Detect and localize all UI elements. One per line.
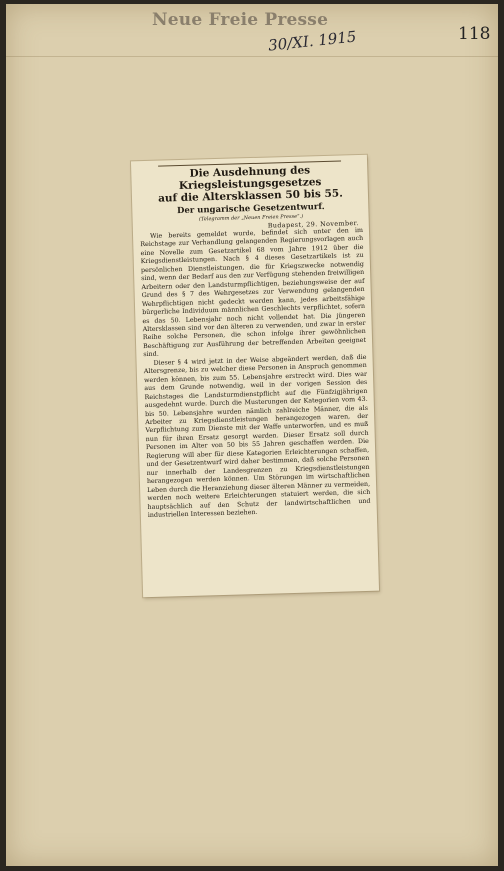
newspaper-masthead: Neue Freie Presse xyxy=(152,10,329,30)
newspaper-clipping xyxy=(131,155,379,597)
article-source: (Telegramm der „Neuen Freien Presse“.) xyxy=(198,213,304,223)
page-number: 118 xyxy=(458,24,491,44)
archive-page xyxy=(6,4,498,866)
paper-fold-line xyxy=(6,56,498,57)
article-dateline: Budapest, 29. November. xyxy=(267,219,359,230)
headline-line-1: Die Ausdehnung des Kriegsleistungsgesetzes xyxy=(178,164,322,193)
article-paragraph-1: Wie bereits gemeldet wurde, befindet sich unter den im Reichstage zur Verhandlung gelangenden Regierungsvorlagen auch eine Novelle zum Gesetzartikel 68 vom Jahre 1912 über die Kriegsdienstleistungen. Nach § 4 dieses Gesetzartikels ist zu persönlichen Dienstleistungen, die für Kriegszwecke notwendig sind, wenn der Bedarf aus den zur Verfügung stehenden freiwilligen Arbeitern oder den Landsturmpflichtigen, beziehungsweise der auf Grund des § 7 des Wehrgesetzes zur Verwendung gelangenden Wehrpflichtigen nicht gedeckt werden kann, jedes arbeitsfähige bürgerliche Individuum männlichen Geschlechts verpflichtet, sofern es das 50. Lebensjahr noch nicht vollendet hat. Die jüngeren Altersklassen sind vor den älteren zu verwenden, und zwar in erster Reihe solche Personen, die schon infolge ihrer gewöhnlichen Beschäftigung zur Ausführung der betreffenden Arbeiten geeignet sind. xyxy=(140,226,367,359)
handwritten-date: 30/XI. 1915 xyxy=(267,27,358,55)
article-subheadline: Der ungarische Gesetzentwurf. xyxy=(176,201,325,217)
article-headline xyxy=(138,163,362,205)
headline-line-2: auf die Altersklassen 50 bis 55. xyxy=(157,187,343,205)
article-paragraph-2: Dieser § 4 wird jetzt in der Weise abgeändert werden, daß die Altersgrenze, bis zu welcher diese Personen in Anspruch genommen werden können, bis zum 55. Lebensjahre erstreckt wird. Dies war aus dem Grunde notwendig, weil in der vorigen Session des Reichstages die Landsturmdienstpflicht auf die Fünfzigjährigen ausgedehnt wurde. Durch die Musterungen der Kategorien vom 43. bis 50. Lebensjahre wurden nämlich zahlreiche Männer, die als Arbeiter zu Kriegsdienstleistungen herangezogen waren, der Verpflichtung zum Dienste mit der Waffe unterworfen, und es muß nun für ihren Ersatz gesorgt werden. Dieser Ersatz soll durch Personen im Alter von 50 bis 55 Jahren geschaffen werden. Die Regierung will aber für diese Kategorien Erleichterungen schaffen, und der Gesetzentwurf wird daher bestimmen, daß solche Personen nur innerhalb der Landesgrenzen zu Kriegsdienstleistungen herangezogen werden können. Um Störungen im wirtschaftlichen Leben durch die Heranziehung dieser älteren Männer zu vermeiden, werden noch weitere Erleichterungen statuiert werden, die sich hauptsächlich auf den Schutz der landwirtschaftlichen und industriellen Interessen beziehen. xyxy=(143,353,371,519)
